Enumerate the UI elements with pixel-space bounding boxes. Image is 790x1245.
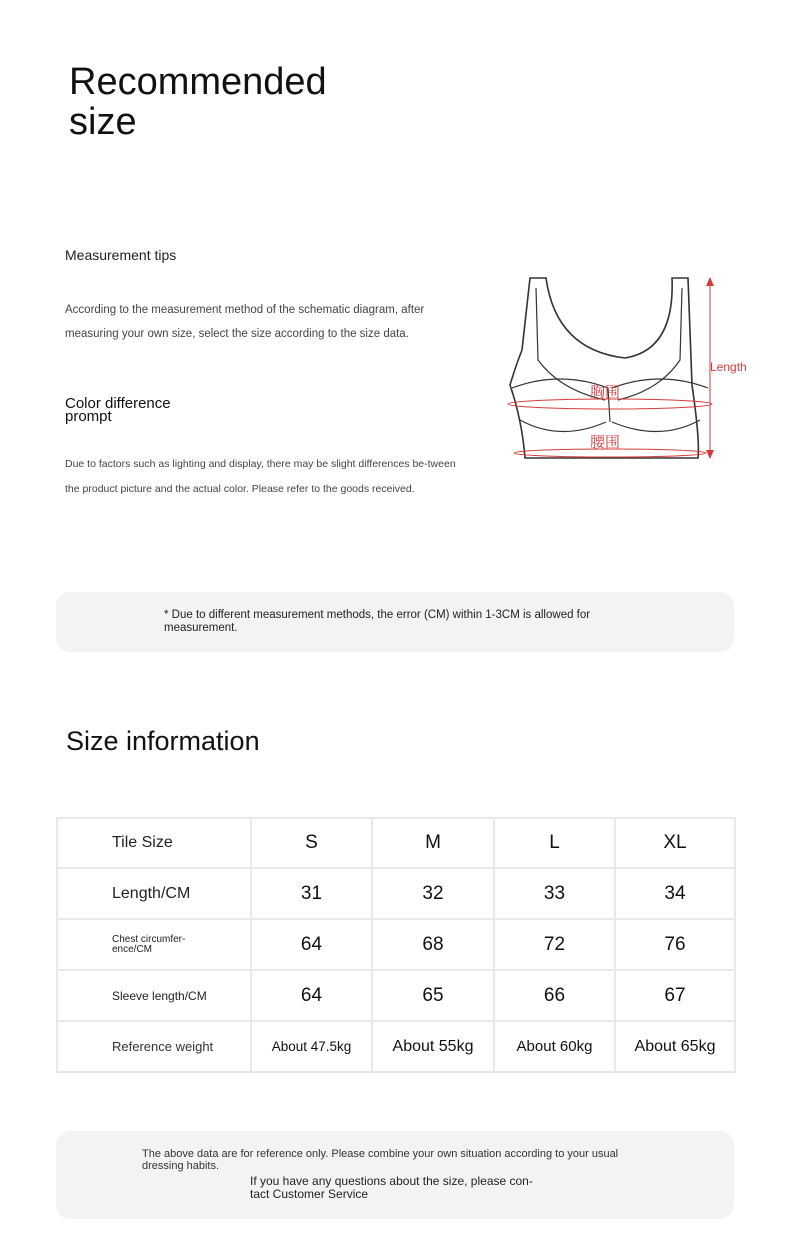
size-header: L [494, 818, 615, 868]
row-label: Sleeve length/CM [57, 970, 251, 1021]
measurement-tips-text: According to the measurement method of the schematic diagram, after measuring your own size, select the size according to the size data. [65, 304, 425, 340]
chest-label: 胸围 [590, 383, 621, 401]
table-cell: 76 [615, 919, 735, 970]
table-cell: 31 [251, 868, 372, 919]
color-difference-heading: Color difference prompt [65, 395, 171, 425]
length-arrow-bottom [706, 450, 714, 459]
table-cell: 34 [615, 868, 735, 919]
customer-service-note: If you have any questions about the size, please con-tact Customer Service [250, 1174, 533, 1201]
table-cell: About 55kg [372, 1021, 494, 1072]
table-cell: About 47.5kg [251, 1021, 372, 1072]
table-row [57, 868, 735, 919]
garment-band-top [520, 420, 606, 432]
table-row [57, 970, 735, 1021]
table-cell: 33 [494, 868, 615, 919]
table-cell: About 65kg [615, 1021, 735, 1072]
measurement-tips-heading: Measurement tips [65, 247, 177, 263]
table-cell: 72 [494, 919, 615, 970]
table-cell: 64 [251, 919, 372, 970]
table-row [57, 1021, 735, 1072]
length-label: Length [710, 360, 747, 374]
table-cell: 68 [372, 919, 494, 970]
size-information-title: Size information [66, 726, 260, 756]
row-label: Reference weight [57, 1021, 251, 1072]
waist-label: 腰围 [590, 433, 621, 451]
size-table [56, 817, 736, 1073]
table-header-row [57, 818, 735, 868]
table-cell: 32 [372, 868, 494, 919]
measurement-diagram [500, 270, 760, 470]
header-label: Tile Size [57, 818, 251, 868]
table-cell: 65 [372, 970, 494, 1021]
table-cell: 67 [615, 970, 735, 1021]
row-label: Chest circumfer-ence/CM [57, 919, 251, 970]
note-text: * Due to different measurement methods, the error (CM) within 1-3CM is allowed for measurement. [164, 609, 591, 634]
table-cell: About 60kg [494, 1021, 615, 1072]
garment-band-top-right [612, 420, 700, 432]
size-header: S [251, 818, 372, 868]
table-row [57, 919, 735, 970]
color-difference-text: Due to factors such as lighting and display, there may be slight differences be-tween the product picture and the actual color. Please refer to the goods received. [65, 458, 456, 495]
table-cell: 66 [494, 970, 615, 1021]
reference-note-box [56, 1131, 734, 1219]
page-title: Recommended size [69, 61, 327, 143]
size-header: XL [615, 818, 735, 868]
garment-cup-right [612, 379, 708, 388]
size-header: M [372, 818, 494, 868]
length-arrow-top [706, 277, 714, 286]
measurement-error-note [56, 592, 734, 652]
reference-note-text: The above data are for reference only. Please combine your own situation according to your usual dressing habits. [142, 1148, 619, 1172]
table-cell: 64 [251, 970, 372, 1021]
row-label: Length/CM [57, 868, 251, 919]
